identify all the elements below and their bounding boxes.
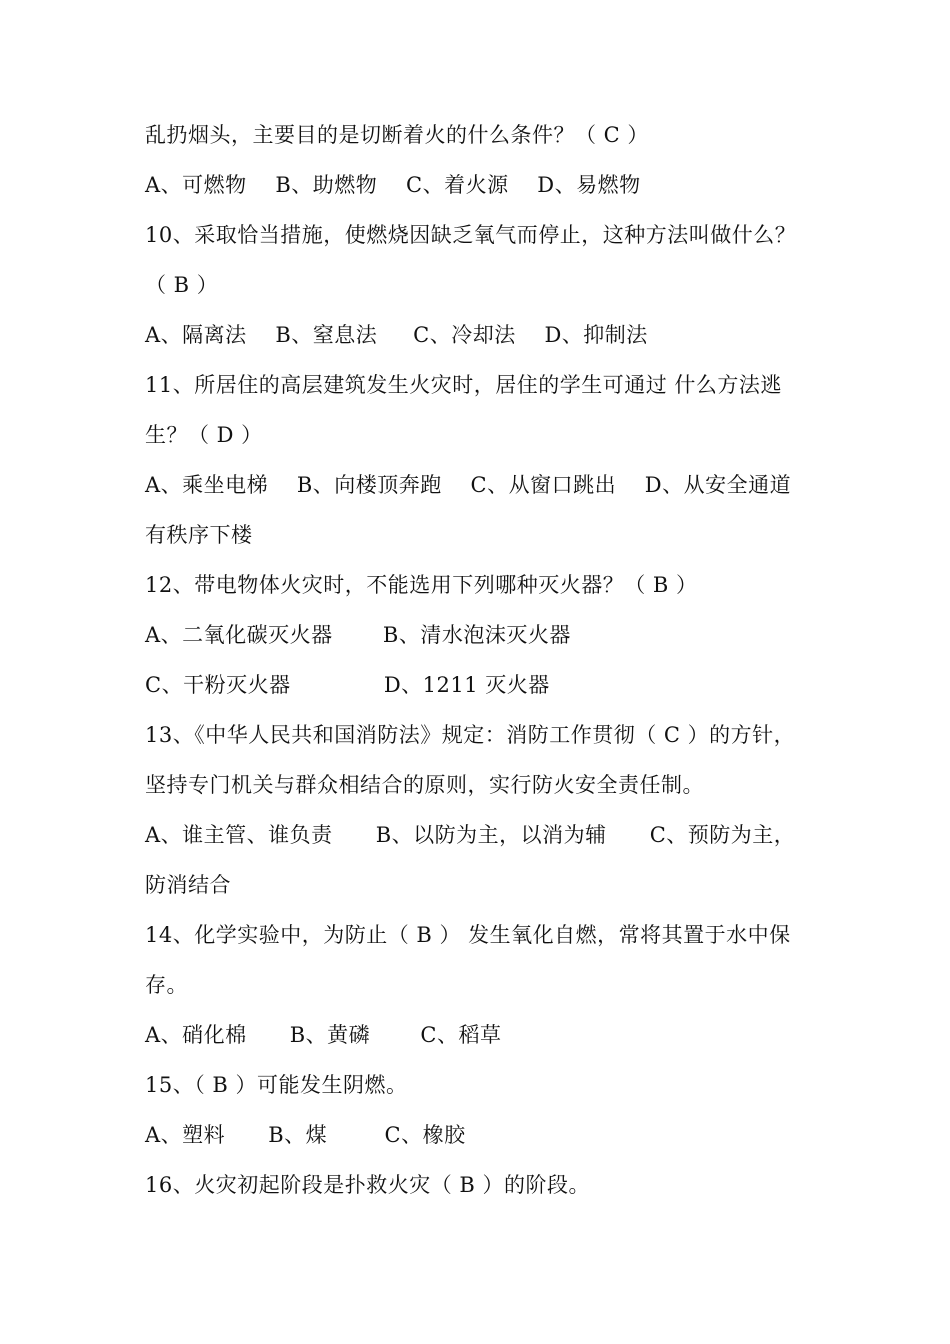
text-line: 坚持专门机关与群众相结合的原则，实行防火安全责任制。 xyxy=(145,773,704,797)
text-line: 生？（ D ） xyxy=(145,423,263,447)
text-line: 13、《中华人民共和国消防法》规定：消防工作贯彻（ C ）的方针， xyxy=(145,723,796,747)
text-line: 乱扔烟头，主要目的是切断着火的什么条件？（ C ） xyxy=(145,123,649,147)
text-line: A、可燃物 B、助燃物 C、着火源 D、易燃物 xyxy=(145,173,641,197)
text-line: 11、所居住的高层建筑发生火灾时，居住的学生可通过 什么方法逃 xyxy=(145,373,782,397)
text-line: C、干粉灭火器 D、1211 灭火器 xyxy=(145,673,550,697)
text-line: 12、带电物体火灾时，不能选用下列哪种灭火器？（ B ） xyxy=(145,573,698,597)
text-line: A、乘坐电梯 B、向楼顶奔跑 C、从窗口跳出 D、从安全通道 xyxy=(145,473,792,497)
text-line: A、谁主管、谁负责 B、以防为主，以消为辅 C、预防为主， xyxy=(145,823,796,847)
text-line: 有秩序下楼 xyxy=(145,523,253,547)
text-line: A、硝化棉 B、黄磷 C、稻草 xyxy=(145,1023,502,1047)
text-line: 15、（ B ）可能发生阴燃。 xyxy=(145,1073,408,1097)
text-line: A、塑料 B、煤 C、橡胶 xyxy=(145,1123,466,1147)
text-line: A、二氧化碳灭火器 B、清水泡沫灭火器 xyxy=(145,623,571,647)
text-line: 存。 xyxy=(145,973,188,997)
text-line: （ B ） xyxy=(145,273,219,297)
text-line: 14、化学实验中，为防止（ B ） 发生氧化自燃，常将其置于水中保 xyxy=(145,923,791,947)
text-line: 10、采取恰当措施，使燃烧因缺乏氧气而停止，这种方法叫做什么？ xyxy=(145,223,797,247)
text-line: A、隔离法 B、窒息法 C、冷却法 D、抑制法 xyxy=(145,323,648,347)
text-line: 16、火灾初起阶段是扑救火灾（ B ）的阶段。 xyxy=(145,1173,591,1197)
document-body xyxy=(145,110,825,1210)
text-line: 防消结合 xyxy=(145,873,231,897)
